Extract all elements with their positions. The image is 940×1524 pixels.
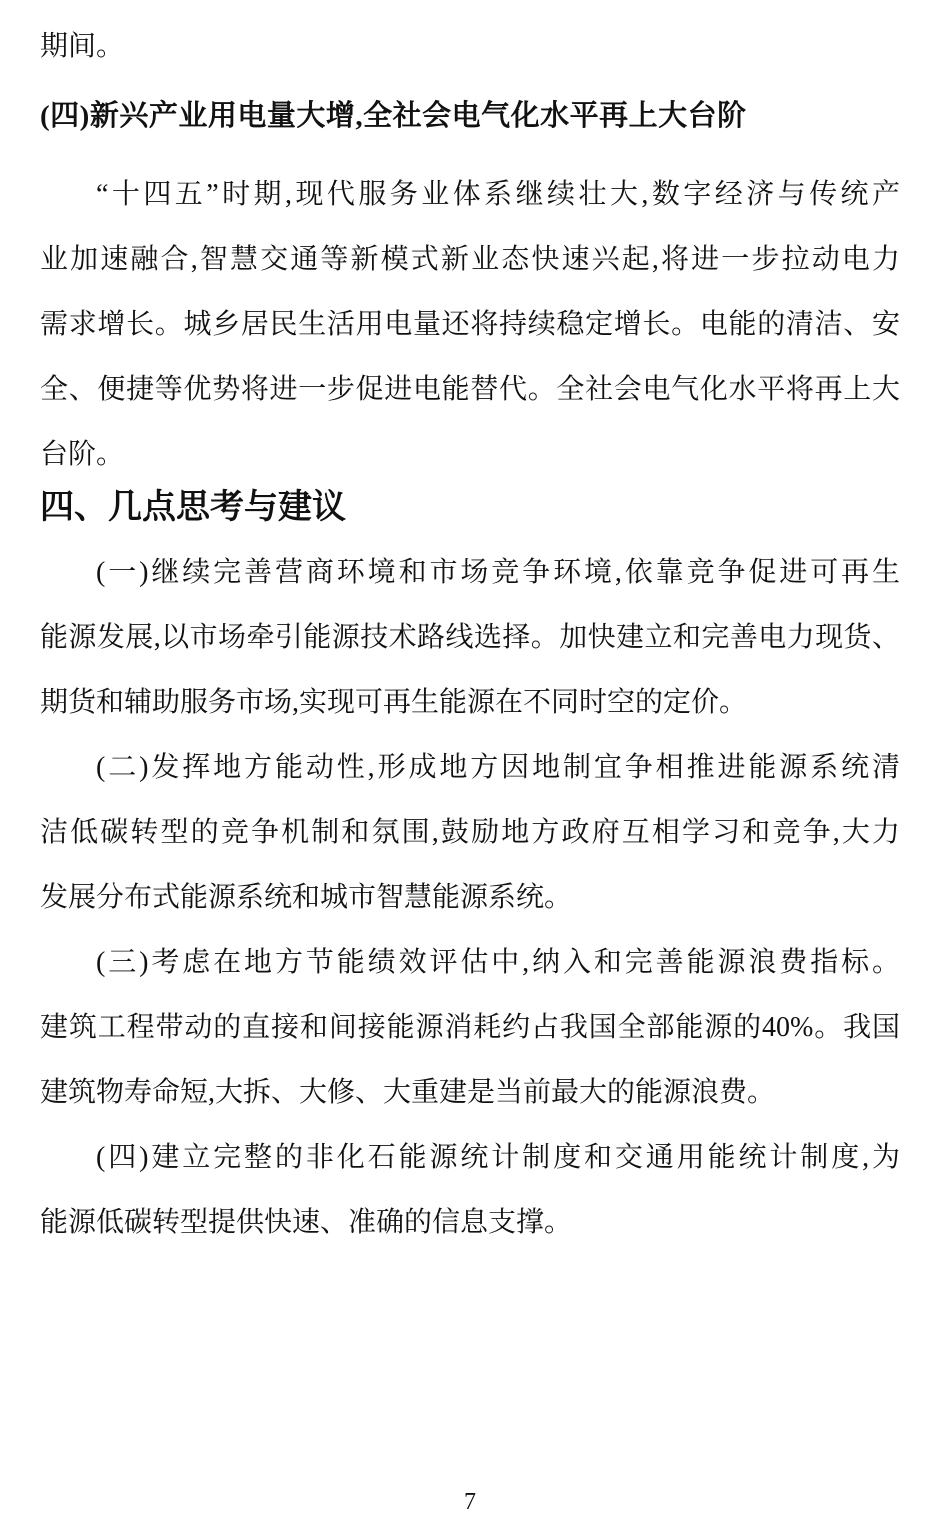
paragraph-point-4 — [40, 1125, 900, 1255]
body-line: 业加速融合,智慧交通等新模式新业态快速兴起,将进一步拉动电力 — [40, 244, 900, 275]
body-line: 建筑物寿命短,大拆、大修、大重建是当前最大的能源浪费。 — [40, 1077, 776, 1108]
paragraph-subsection-body — [40, 162, 900, 487]
body-line: 发展分布式能源系统和城市智慧能源系统。 — [40, 882, 573, 913]
body-line: 洁低碳转型的竞争机制和氛围,鼓励地方政府互相学习和竞争,大力 — [40, 817, 900, 848]
body-line: 能源发展,以市场牵引能源技术路线选择。加快建立和完善电力现货、 — [40, 622, 900, 653]
body-line: “十四五”时期,现代服务业体系继续壮大,数字经济与传统产 — [96, 179, 900, 210]
body-line: 需求增长。城乡居民生活用电量还将持续稳定增长。电能的清洁、安 — [40, 309, 900, 340]
body-line: 期间。 — [40, 31, 125, 62]
body-line: 全、便捷等优势将进一步促进电能替代。全社会电气化水平将再上大 — [40, 374, 900, 405]
body-line: (二)发挥地方能动性,形成地方因地制宜争相推进能源系统清 — [96, 752, 900, 783]
body-line: (四)建立完整的非化石能源统计制度和交通用能统计制度,为 — [96, 1142, 900, 1173]
subsection-heading: (四)新兴产业用电量大增,全社会电气化水平再上大台阶 — [40, 100, 747, 132]
body-line: 期货和辅助服务市场,实现可再生能源在不同时空的定价。 — [40, 687, 748, 718]
body-line: (一)继续完善营商环境和市场竞争环境,依靠竞争促进可再生 — [96, 557, 900, 588]
section-heading: 四、几点思考与建议 — [40, 489, 346, 526]
paragraph-point-2 — [40, 735, 900, 930]
paragraph-point-3 — [40, 930, 900, 1125]
page-number: 7 — [464, 1489, 476, 1515]
continuation-paragraph — [40, 14, 900, 79]
body-line: 能源低碳转型提供快速、准确的信息支撑。 — [40, 1207, 573, 1238]
paragraph-point-1 — [40, 540, 900, 735]
body-line: (三)考虑在地方节能绩效评估中,纳入和完善能源浪费指标。 — [96, 947, 900, 978]
body-line: 建筑工程带动的直接和间接能源消耗约占我国全部能源的40%。我国 — [40, 1012, 900, 1043]
body-line: 台阶。 — [40, 439, 125, 470]
